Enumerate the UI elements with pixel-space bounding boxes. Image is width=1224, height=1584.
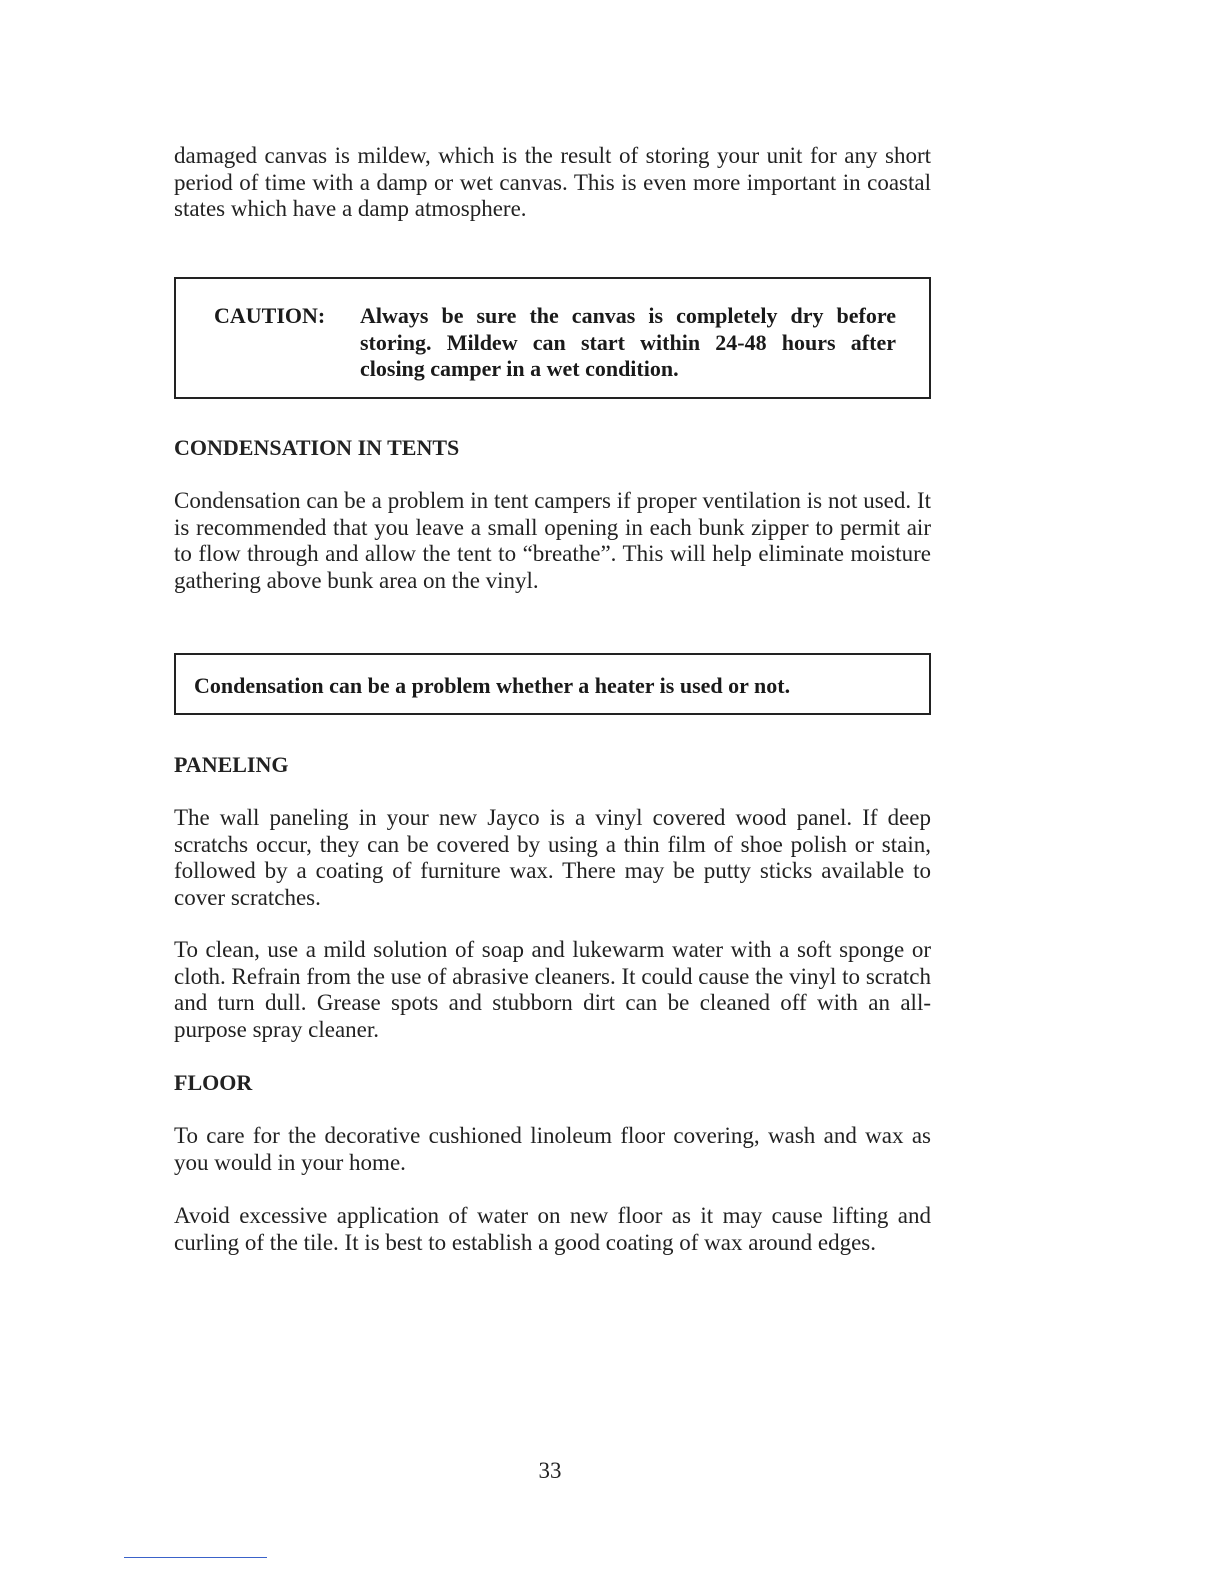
condensation-paragraph: Condensation can be a problem in tent campers if proper ventilation is not used. It is recommended that you leave a small opening in each bunk zipper to permit air to flow through and allow the tent to “breathe”. This will help eliminate moisture gathering above bunk area on the vinyl. [174,488,931,593]
condensation-note-box [174,653,931,715]
heading-condensation: CONDENSATION IN TENTS [174,435,460,460]
floor-paragraph-2: Avoid excessive application of water on new floor as it may cause lifting and curling of the tile. It is best to establish a good coating of wax around edges. [174,1203,931,1255]
caution-text: Always be sure the canvas is completely dry before storing. Mildew can start within 24-48 hours after closing camper in a wet condition. [360,303,896,381]
heading-floor: FLOOR [174,1070,253,1095]
condensation-note: Condensation can be a problem whether a heater is used or not. [194,673,791,698]
scan-edge-line [124,1557,267,1558]
floor-paragraph-1: To care for the decorative cushioned linoleum floor covering, wash and wax as you would in your home. [174,1123,931,1175]
caution-label: CAUTION: [214,303,326,328]
page-number: 33 [538,1458,562,1483]
paneling-paragraph-2: To clean, use a mild solution of soap and lukewarm water with a soft sponge or cloth. Refrain from the use of abrasive cleaners. It could cause the vinyl to scratch and turn dull. Grease spots and stubborn dirt can be cleaned off with an all-purpose spray cleaner. [174,937,931,1042]
caution-box [174,277,931,399]
intro-paragraph: damaged canvas is mildew, which is the result of storing your unit for any short period of time with a damp or wet canvas. This is even more important in coastal states which have a damp atmosphere. [174,143,931,221]
heading-paneling: PANELING [174,752,289,777]
paneling-paragraph-1: The wall paneling in your new Jayco is a vinyl covered wood panel. If deep scratchs occur, they can be covered by using a thin film of shoe polish or stain, followed by a coating of furniture wax. There may be putty sticks available to cover scratches. [174,805,931,910]
